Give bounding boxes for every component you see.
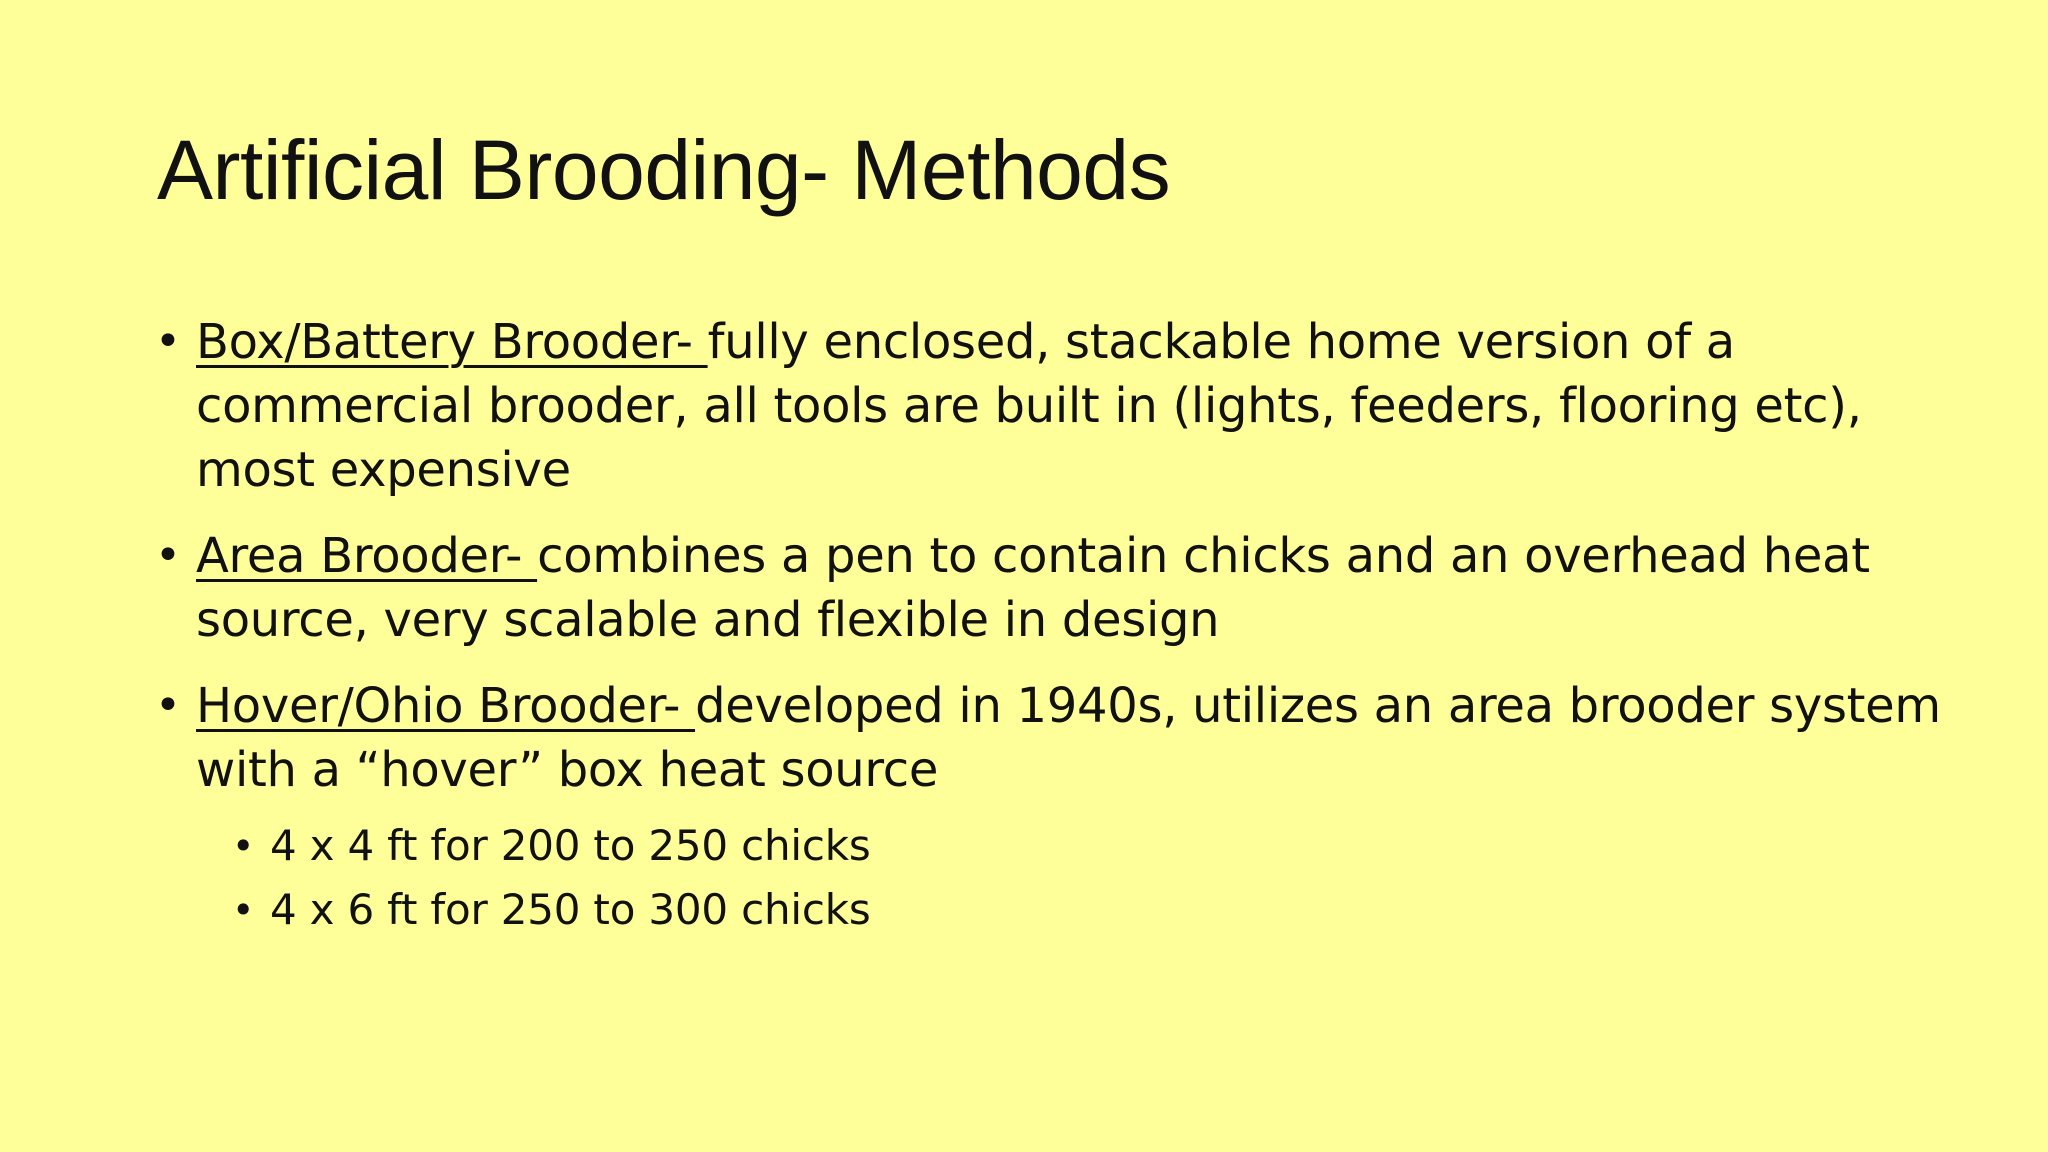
sub-bullet-icon: • [232,888,255,932]
bullet-item-hover-ohio-brooder [155,674,1995,942]
sub-bullet-list [196,814,1995,942]
bullet-list [155,310,1995,964]
bullet-term: Box/Battery Brooder- [196,314,708,370]
bullet-text: fully enclosed, stackable home version of a commercial brooder, all tools are built in (lights, feeders, flooring etc), most expensive [196,314,1862,498]
sub-bullet-item [232,878,1995,942]
sub-bullet-icon: • [232,824,255,868]
bullet-text: combines a pen to contain chicks and an overhead heat source, very scalable and flexible in design [196,528,1870,648]
bullet-icon: • [155,680,181,731]
bullet-term: Area Brooder- [196,528,538,584]
bullet-term: Hover/Ohio Brooder- [196,678,696,734]
slide-title: Artificial Brooding- Methods [157,123,1171,217]
sub-bullet-item [232,814,1995,878]
sub-bullet-text: 4 x 4 ft for 200 to 250 chicks [270,821,871,870]
bullet-text: developed in 1940s, utilizes an area brooder system with a “hover” box heat source [196,678,1941,798]
bullet-icon: • [155,316,181,367]
bullet-item-box-battery-brooder [155,310,1995,502]
sub-bullet-text: 4 x 6 ft for 250 to 300 chicks [270,885,871,934]
bullet-icon: • [155,530,181,581]
bullet-item-area-brooder [155,524,1995,652]
